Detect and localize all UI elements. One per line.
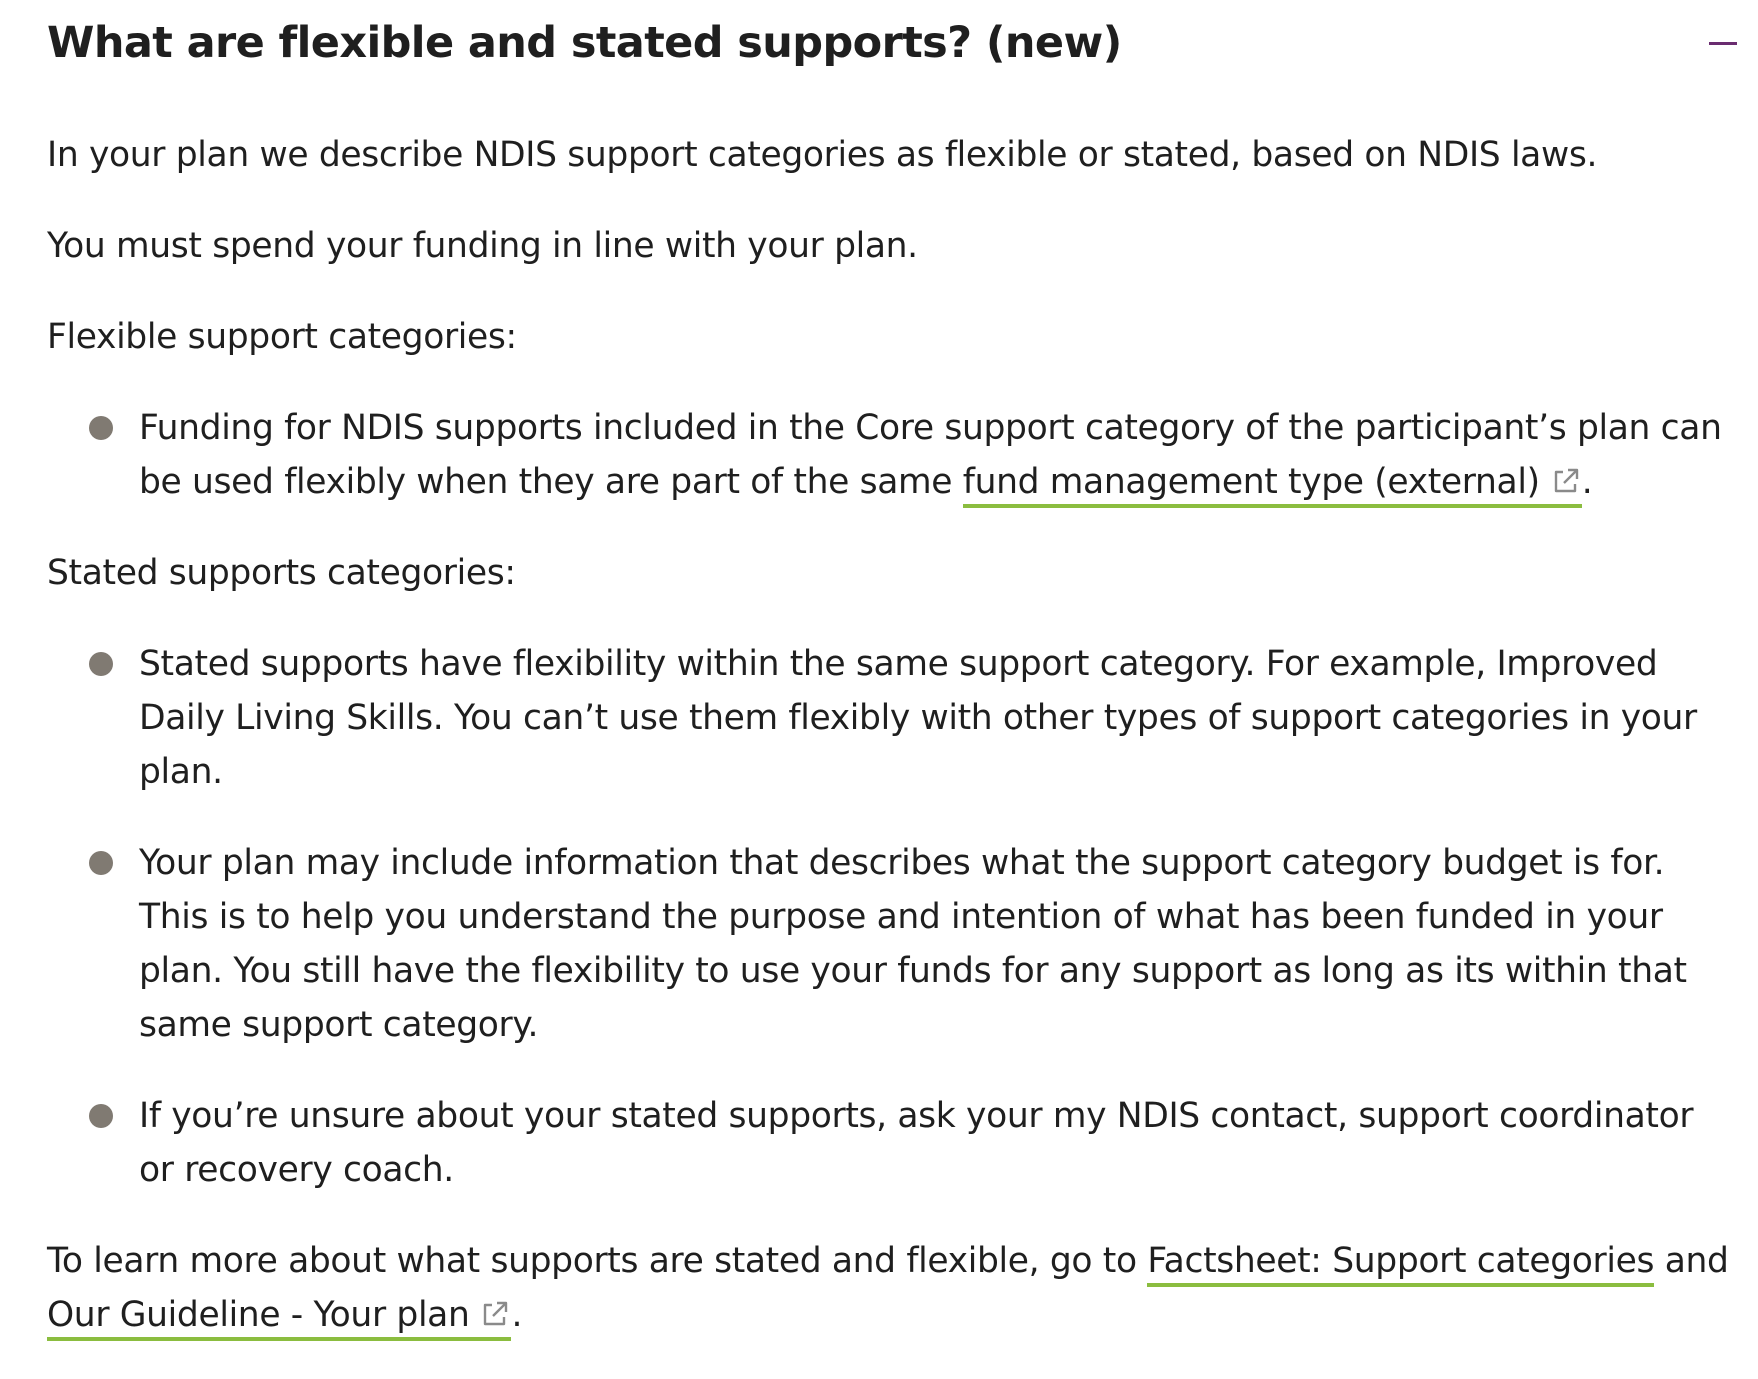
list-item bbox=[47, 1089, 1737, 1197]
minus-icon[interactable] bbox=[1709, 34, 1737, 52]
list-item-suffix: . bbox=[1581, 462, 1593, 502]
external-link-icon bbox=[479, 1298, 511, 1330]
accordion-header[interactable] bbox=[47, 8, 1737, 78]
closing-and-text: and bbox=[1654, 1241, 1729, 1281]
rule-paragraph: You must spend your funding in line with your plan. bbox=[47, 226, 918, 266]
stated-heading: Stated supports categories: bbox=[47, 553, 516, 593]
list-item-text: If you’re unsure about your stated supports, ask your my NDIS contact, support coordinator or recovery coach. bbox=[139, 1096, 1694, 1190]
bullet-icon bbox=[89, 416, 113, 440]
list-item-text: Your plan may include information that describes what the support category budget is for. This is to help you understand the purpose and intention of what has been funded in your plan. You still have the flexibility to use your funds for any support as long as its within that same support category. bbox=[139, 843, 1687, 1045]
list-item-text: Stated supports have flexibility within the same support category. For example, Improved Daily Living Skills. You can’t use them flexibly with other types of support categories in your plan. bbox=[139, 644, 1697, 792]
stated-list bbox=[47, 637, 1737, 1197]
closing-paragraph bbox=[47, 1234, 1737, 1342]
bullet-icon bbox=[89, 652, 113, 676]
accordion-title: What are flexible and stated supports? (new) bbox=[47, 18, 1122, 68]
closing-suffix: . bbox=[511, 1295, 523, 1335]
factsheet-support-categories-link[interactable]: Factsheet: Support categories bbox=[1147, 1241, 1654, 1287]
bullet-icon bbox=[89, 1104, 113, 1128]
accordion-body bbox=[47, 128, 1737, 1379]
intro-paragraph: In your plan we describe NDIS support categories as flexible or stated, based on NDIS laws. bbox=[47, 135, 1598, 175]
list-item bbox=[47, 836, 1737, 1052]
link-text: fund management type (external) bbox=[962, 462, 1540, 502]
bullet-icon bbox=[89, 851, 113, 875]
list-item bbox=[47, 637, 1737, 799]
closing-text: To learn more about what supports are stated and flexible, go to bbox=[47, 1241, 1148, 1281]
list-item-text: Funding for NDIS supports included in the Core support category of the participant’s plan can be used flexibly when they are part of the same bbox=[139, 408, 1722, 502]
link-text: Our Guideline - Your plan bbox=[47, 1295, 470, 1335]
flexible-list bbox=[47, 401, 1737, 509]
list-item bbox=[47, 401, 1737, 509]
fund-management-type-link[interactable] bbox=[963, 462, 1582, 508]
external-link-icon bbox=[1550, 465, 1582, 497]
flexible-heading: Flexible support categories: bbox=[47, 317, 517, 357]
our-guideline-your-plan-link[interactable] bbox=[47, 1295, 511, 1341]
